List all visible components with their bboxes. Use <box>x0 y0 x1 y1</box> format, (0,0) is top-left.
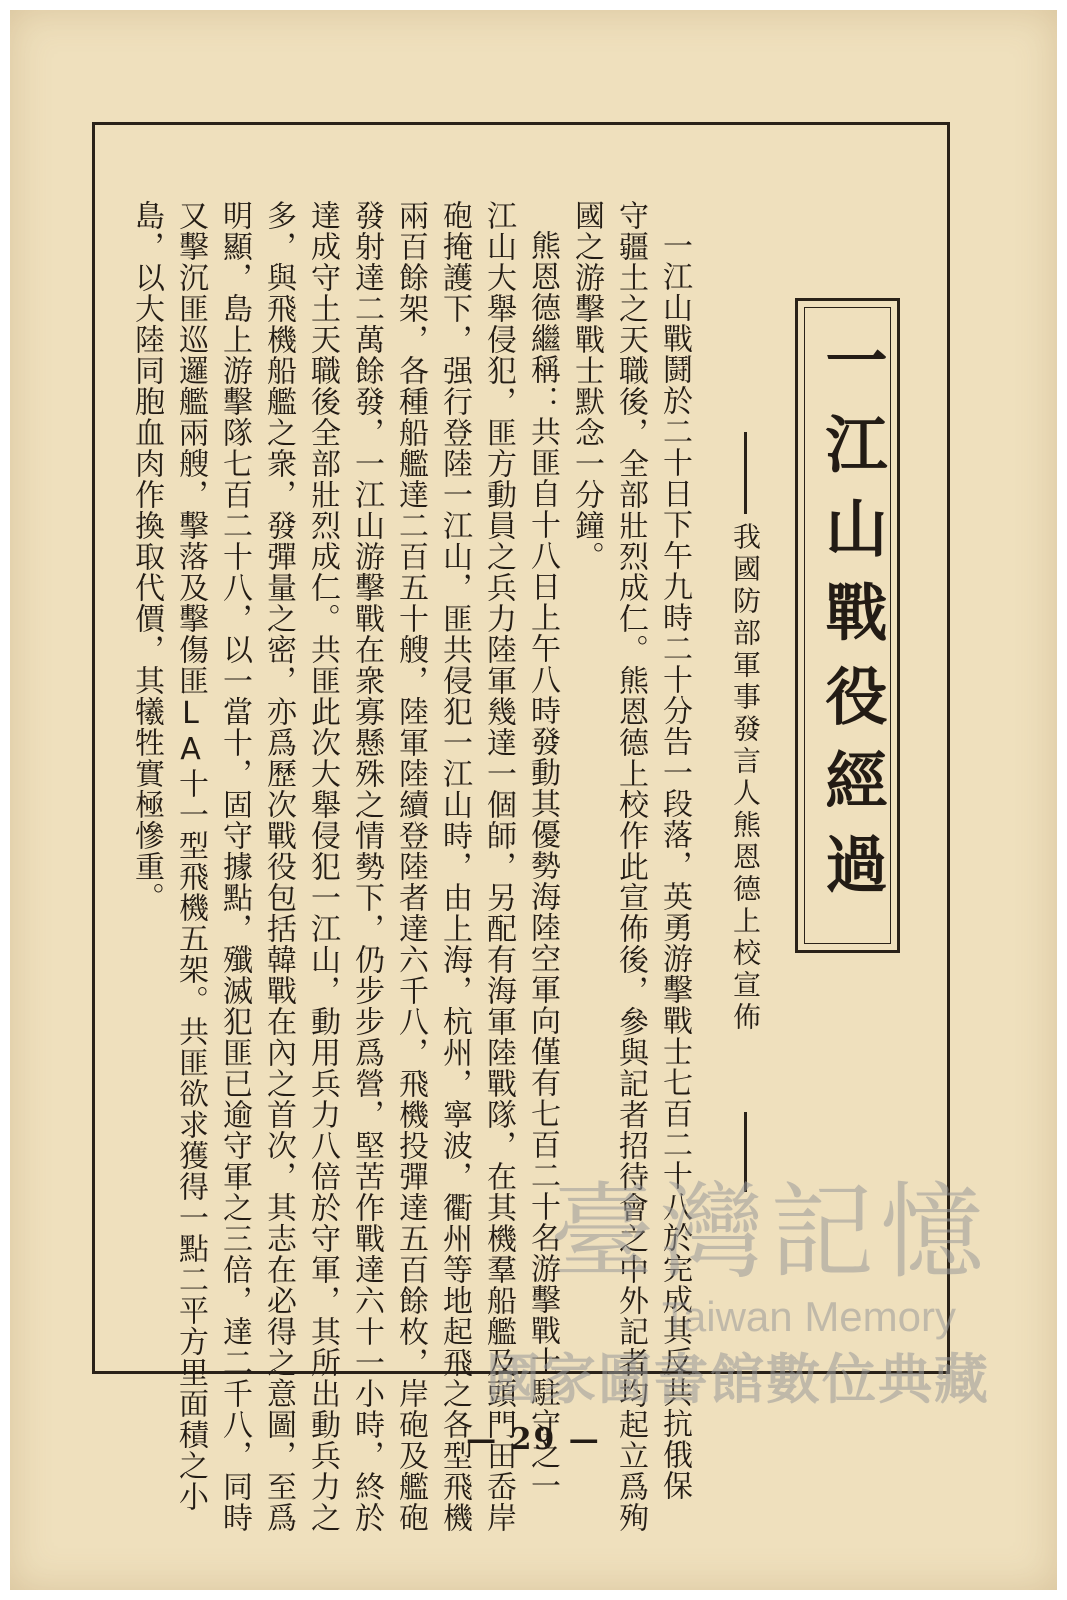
body-column: 守疆土之天職後，全部壯烈成仁。熊恩德上校作此宣佈後，參與記者招待會之中外記者均起立爲殉 <box>613 200 648 1533</box>
article-title: 一江山戰役經過 <box>815 328 888 916</box>
body-column: 島，以大陸同胞血肉作換取代價，其犧牲實極慘重。 <box>129 200 164 913</box>
body-column: 江山大舉侵犯，匪方動員之兵力陸軍幾達一個師，另配有海軍陸戰隊，在其機羣船艦及頭門田岙岸 <box>481 200 516 1533</box>
body-column: 砲掩護下，强行登陸一江山，匪共侵犯一江山時，由上海，杭州，寧波，衢州等地起飛之各型飛機 <box>437 200 472 1533</box>
body-column: 國之游擊戰士默念一分鐘。 <box>569 200 604 572</box>
watermark-chinese: 臺灣記憶 <box>549 1171 990 1293</box>
body-column: 兩百餘架，各種船艦達二百五十艘，陸軍陸續登陸者達六千八，飛機投彈達五百餘枚，岸砲及艦砲 <box>393 200 428 1533</box>
watermark <box>470 1172 990 1432</box>
body-column: 又擊沉匪巡邏艦兩艘，擊落及擊傷匪LA十一型飛機五架。共匪欲求獲得一點二平方里面積之小 <box>173 200 208 1512</box>
body-column: 多，與飛機船艦之衆，發彈量之密，亦爲歷次戰役包括韓戰在內之首次，其志在必得之意圖，至爲 <box>261 200 296 1533</box>
body-column: 發射達二萬餘發，一江山游擊戰在衆寡懸殊之情勢下，仍步步爲營，堅苦作戰達六十一小時，終於 <box>349 200 384 1533</box>
article-subtitle: 我國防部軍事發言人熊恩德上校宣佈 <box>729 522 762 1034</box>
watermark-library: 國家圖書館數位典藏 <box>486 1348 990 1411</box>
body-column: 一江山戰鬪於二十日下午九時二十分告一段落，英勇游擊戰士七百二十八於完成其反共抗俄保 <box>657 230 692 1501</box>
body-column: 熊恩德繼稱：共匪自十八日上午八時發動其優勢海陸空軍向僅有七百二十名游擊戰士駐守之一 <box>525 230 560 1501</box>
body-column: 明顯，島上游擊隊七百二十八，以一當十，固守據點，殲滅犯匪已逾守軍之三倍，達二千八，同時 <box>217 200 252 1533</box>
body-column: 達成守土天職後全部壯烈成仁。共匪此次大舉侵犯一江山，動用兵力八倍於守軍，其所出動兵力之 <box>305 200 340 1533</box>
watermark-english: Taiwan Memory <box>661 1293 956 1340</box>
subtitle-dash-top <box>744 432 747 514</box>
subtitle-block <box>730 432 760 1192</box>
page-number: — 29 — <box>466 1422 601 1457</box>
